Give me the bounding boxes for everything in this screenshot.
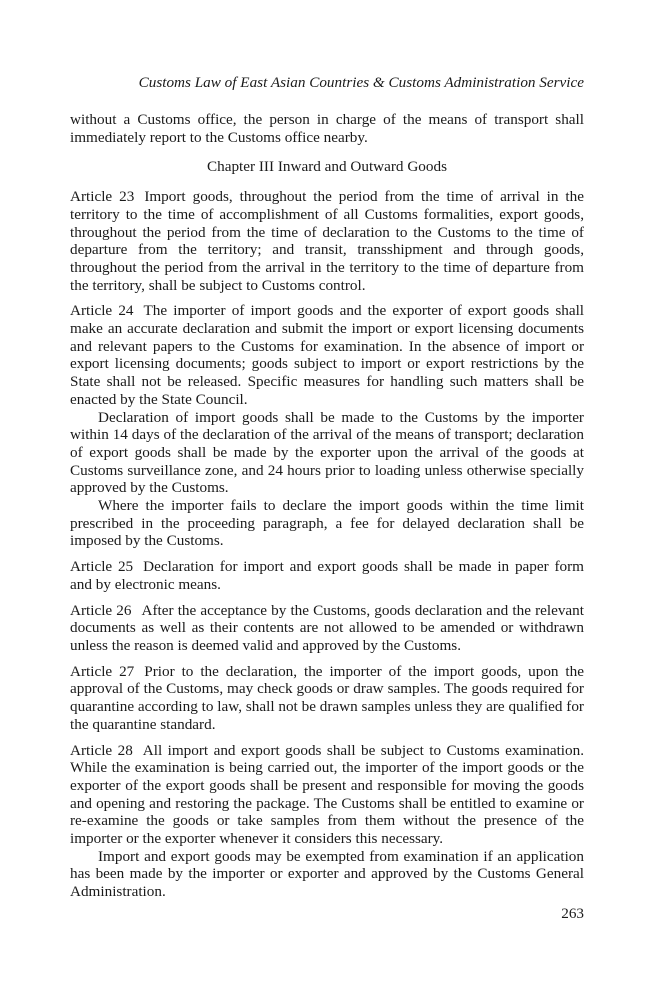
chapter-heading: Chapter III Inward and Outward Goods [207,158,447,176]
article-text: Prior to the declaration, the importer of the import goods, upon the approval of the Customs, may check goods or draw samples. The goods required for quarantine according to law, shall not be drawn samples unless they are qualified for the quarantine standard. [70,662,584,733]
article-23 [70,188,584,294]
article-26 [70,602,584,655]
article-label: Article 26 [70,601,132,619]
running-header: Customs Law of East Asian Countries & Customs Administration Service [138,74,584,91]
article-text: The importer of import goods and the exporter of export goods shall make an accurate declaration and submit the import or export licensing documents and relevant papers to the Customs for examination. In the absence of import or export licensing documents; goods subject to import or export restrictions by the State shall not be released. Specific measures for handling such matters shall be enacted by the State Council. [70,302,585,408]
continuation-paragraph: without a Customs office, the person in charge of the means of transport shall immediately report to the Customs office nearby. [70,111,584,146]
body-text [70,111,584,901]
article-paragraph: Where the importer fails to declare the import goods within the time limit prescribed in the proceeding paragraph, a fee for delayed declaration shall be imposed by the Customs. [70,497,584,550]
article-text: After the acceptance by the Customs, goods declaration and the relevant documents as well as their contents are not allowed to be amended or withdrawn unless the reason is deemed valid and approved by the Customs. [70,601,584,654]
article-25 [70,558,584,593]
article-label: Article 27 [70,662,135,680]
article-28 [70,742,584,901]
article-paragraph: Import and export goods may be exempted from examination if an application has been made by the importer or exporter and approved by the Customs General Administration. [70,847,584,901]
article-paragraph: Declaration of import goods shall be made to the Customs by the importer within 14 days of the declaration of the arrival of the means of transport; declaration of export goods shall be made by the exporter upon the arrival of the goods at Customs surveillance zone, and 24 hours prior to loading unless otherwise specially approved by the Customs. [70,408,584,497]
article-27 [70,663,584,734]
article-label: Article 24 [70,302,134,320]
page-number: 263 [561,905,584,922]
article-label: Article 28 [70,741,133,759]
article-text: Declaration for import and export goods shall be made in paper form and by electronic means. [70,558,584,593]
article-label: Article 23 [70,188,135,206]
article-24 [70,302,584,550]
article-text: All import and export goods shall be subject to Customs examination. While the examination is being carried out, the importer of the import goods or the exporter of the export goods shall be present and responsible for moving the goods and opening and restoring the package. The Customs shall be entitled to examine or re-examine the goods or take samples from them without the presence of the importer or the exporter whenever it considers this necessary. [70,741,584,848]
article-label: Article 25 [70,558,134,576]
article-text: Import goods, throughout the period from the time of arrival in the territory to the time of accomplishment of all Customs formalities, export goods, throughout the period from the time of declaration to the Customs to the time of departure from the territory; and transit, transshipment and through goods, throughout the period from the arrival in the territory to the time of departure from the territory, shall be subject to Customs control. [70,188,584,294]
